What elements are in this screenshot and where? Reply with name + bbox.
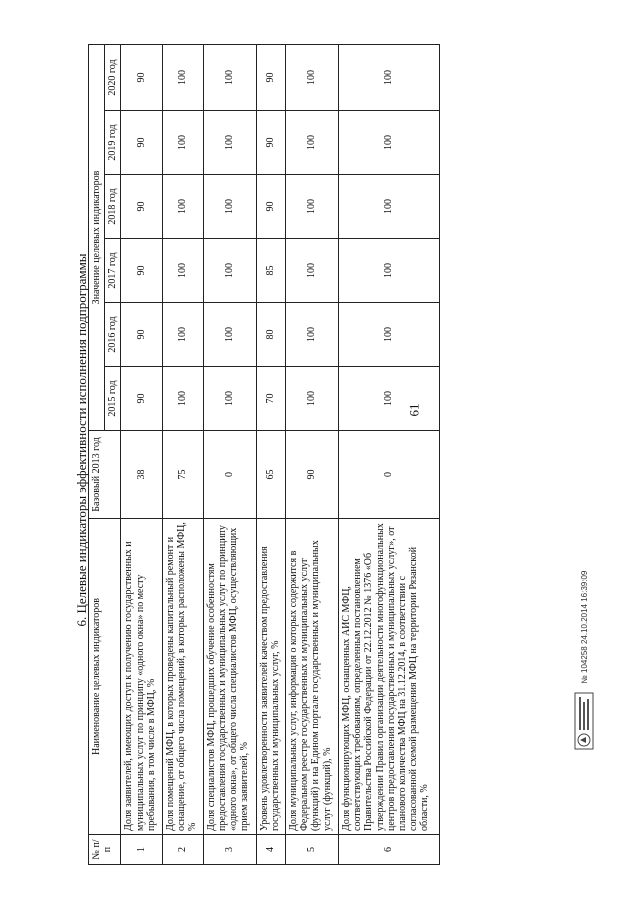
- row-base: 75: [162, 431, 203, 519]
- row-value: 100: [203, 239, 256, 303]
- page-title: 6. Целевые индикаторы эффективности исполнения подпрограммы: [74, 253, 89, 627]
- row-name: Доля функционирующих МФЦ, оснащенных АИС МФЦ, соответствующих требованиям, определенным постановлением Правительства Российской Федерации от 22.12.2012 № 1376 «Об утверждении Правил организации деятельности многофункциональных центров предоставления государственных и муниципальных услуг», от планового количества МФЦ на 31.12.2014, в соответствии с согласованной схемой размещения МФЦ на территории Рязанской области, %: [339, 519, 440, 835]
- row-value: 90: [121, 175, 162, 239]
- row-num: 6: [339, 835, 440, 865]
- row-value: 100: [162, 239, 203, 303]
- row-value: 90: [121, 367, 162, 431]
- table-row: [162, 44, 203, 864]
- row-value: 100: [339, 239, 440, 303]
- row-value: 100: [162, 303, 203, 367]
- row-value: 90: [256, 44, 285, 110]
- table-row: [121, 44, 162, 864]
- row-num: 1: [121, 835, 162, 865]
- row-value: 100: [286, 367, 339, 431]
- rotated-table-container: [88, 45, 440, 865]
- table-row: [339, 44, 440, 864]
- row-num: 4: [256, 835, 285, 865]
- row-value: 100: [162, 175, 203, 239]
- row-base: 90: [286, 431, 339, 519]
- row-value: 90: [121, 239, 162, 303]
- row-name: Доля помещений МФЦ, в которых проведены капитальный ремонт и оснащение, от общего числа помещений, в которых расположены МФЦ, %: [162, 519, 203, 835]
- row-value: 100: [339, 303, 440, 367]
- row-name: Уровень удовлетворенности заявителей качеством предоставления государственных и муниципальных услуг, %: [256, 519, 285, 835]
- row-value: 90: [256, 111, 285, 175]
- row-value: 100: [203, 367, 256, 431]
- header-year: 2019 год: [105, 111, 121, 175]
- row-value: 100: [339, 44, 440, 110]
- row-base: 0: [203, 431, 256, 519]
- row-value: 100: [203, 111, 256, 175]
- row-value: 100: [339, 111, 440, 175]
- header-year: 2018 год: [105, 175, 121, 239]
- row-value: 90: [121, 303, 162, 367]
- row-value: 100: [162, 111, 203, 175]
- table-row: [286, 44, 339, 864]
- row-value: 100: [162, 44, 203, 110]
- row-value: 80: [256, 303, 285, 367]
- row-value: 85: [256, 239, 285, 303]
- header-base: Базовый 2013 год: [89, 431, 121, 519]
- table-row: [256, 44, 285, 864]
- row-value: 100: [339, 367, 440, 431]
- header-year: 2017 год: [105, 239, 121, 303]
- row-base: 65: [256, 431, 285, 519]
- row-num: 5: [286, 835, 339, 865]
- row-value: 100: [203, 175, 256, 239]
- row-value: 100: [286, 44, 339, 110]
- header-year: 2015 год: [105, 367, 121, 431]
- header-values-group: Значение целевых индикаторов: [89, 44, 105, 430]
- header-row-1: [89, 44, 105, 864]
- row-value: 100: [339, 175, 440, 239]
- row-name: Доля муниципальных услуг, информация о которых содержится в Федеральном реестре государственных и муниципальных услуг (функций) и на Едином портале государственных и муниципальных услуг (функций), %: [286, 519, 339, 835]
- row-name: Доля заявителей, имеющих доступ к получению государственных и муниципальных услуг по принципу «одного окна» по месту пребывания, в том числе в МФЦ, %: [121, 519, 162, 835]
- indicators-table: [88, 44, 440, 865]
- row-base: 38: [121, 431, 162, 519]
- row-value: 100: [286, 111, 339, 175]
- row-num: 2: [162, 835, 203, 865]
- row-value: 90: [256, 175, 285, 239]
- row-value: 100: [203, 44, 256, 110]
- page-number: 61: [406, 403, 422, 417]
- row-value: 100: [203, 303, 256, 367]
- row-value: 100: [286, 175, 339, 239]
- row-value: 90: [121, 111, 162, 175]
- header-name: Наименование целевых индикаторов: [89, 519, 121, 835]
- row-value: 70: [256, 367, 285, 431]
- registration-stamp: [574, 540, 608, 750]
- row-base: 0: [339, 431, 440, 519]
- header-num: № п/п: [89, 835, 121, 865]
- row-value: 100: [162, 367, 203, 431]
- row-value: 100: [286, 303, 339, 367]
- header-year: 2016 год: [105, 303, 121, 367]
- table-row: [203, 44, 256, 864]
- row-value: 90: [121, 44, 162, 110]
- row-num: 3: [203, 835, 256, 865]
- registration-number: № 104258 24.10.2014 16:39:09: [579, 570, 589, 684]
- row-value: 100: [286, 239, 339, 303]
- government-seal-icon: [574, 692, 594, 750]
- row-name: Доля специалистов МФЦ, прошедших обучение особенностям предоставления государственных и муниципальных услуг по принципу «одного окна», от общего числа специалистов МФЦ, осуществляющих прием заявителей, %: [203, 519, 256, 835]
- header-year: 2020 год: [105, 44, 121, 110]
